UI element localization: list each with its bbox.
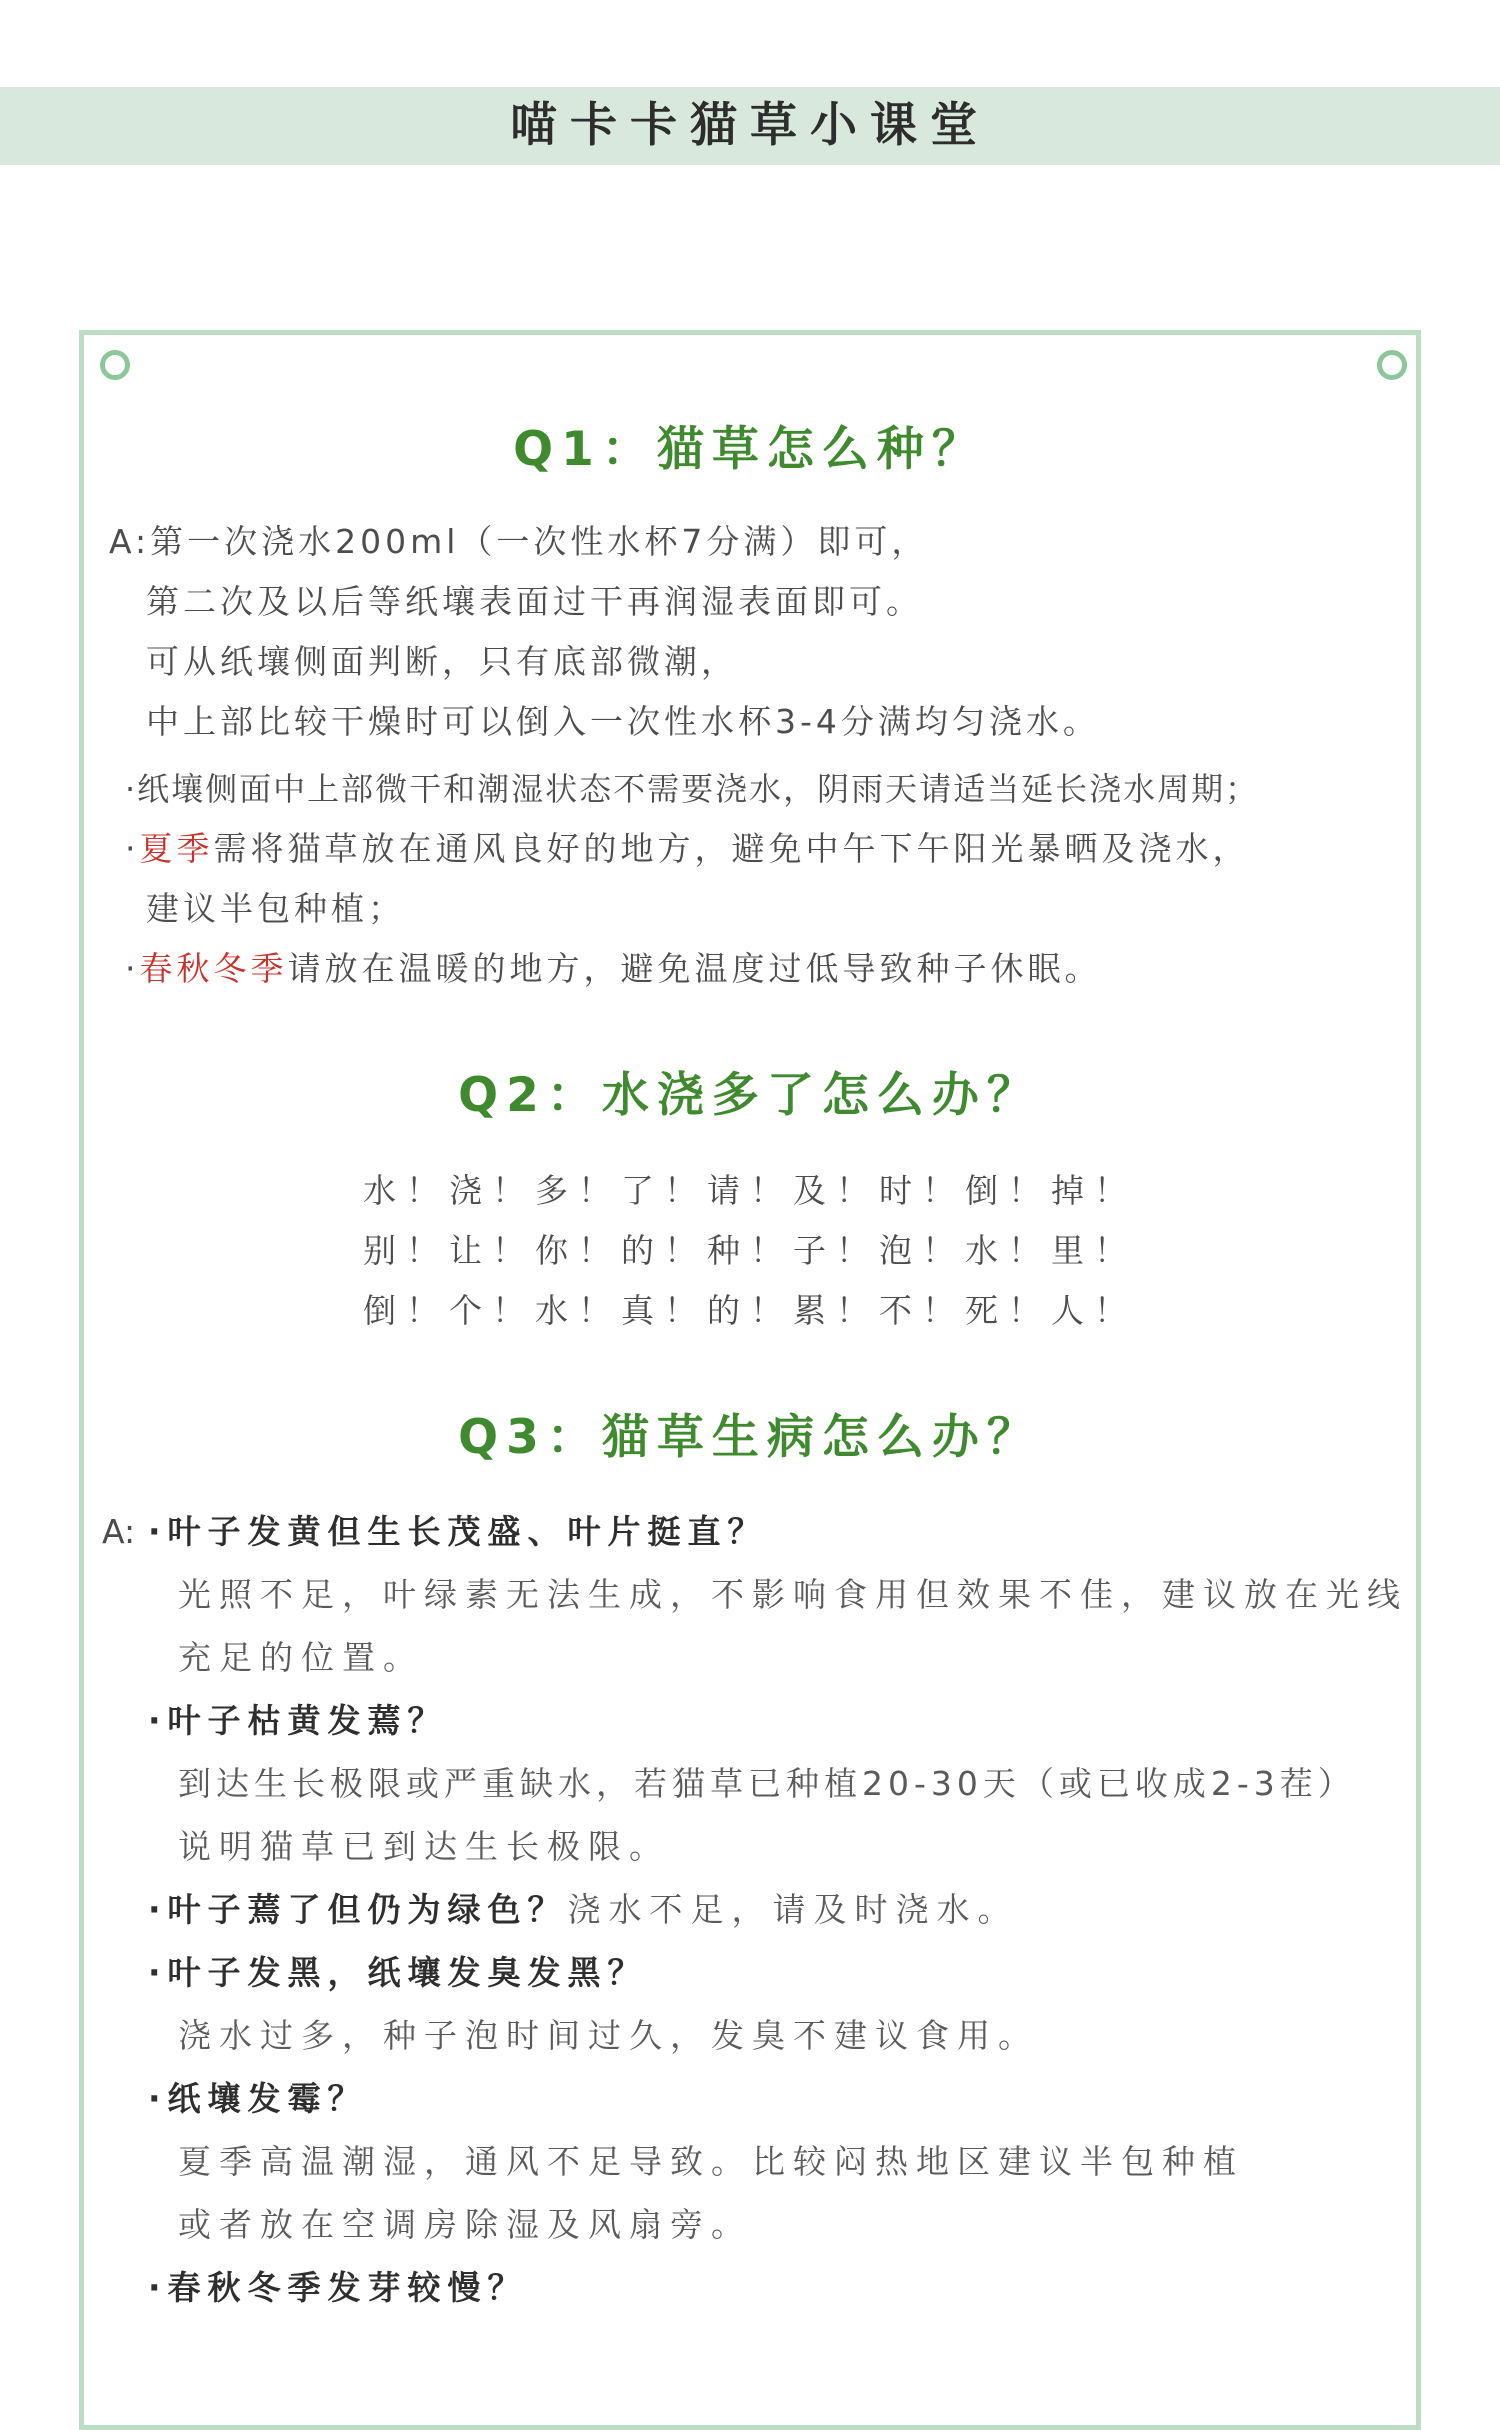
q1-bullet-2-dot: · bbox=[125, 829, 140, 868]
q3-title: Q3：猫草生病怎么办？ bbox=[458, 1410, 1042, 1465]
q2-line-3: 倒！个！水！真！的！累！不！死！人！ bbox=[363, 1291, 1137, 1330]
page-title: 喵卡卡猫草小课堂 bbox=[510, 98, 990, 153]
q3-text-4: 浇水过多，种子泡时间过久，发臭不建议食用。 bbox=[178, 2016, 1039, 2055]
q1-bullet-3-text: 请放在温暖的地方，避免温度过低导致种子休眠。 bbox=[287, 949, 1102, 988]
q1-bullet-3-season: 春秋冬季 bbox=[139, 949, 288, 988]
q3-text-2b: 说明猫草已到达生长极限。 bbox=[178, 1827, 670, 1866]
q3-text-2a: 到达生长极限或严重缺水，若猫草已种植20-30天（或已收成2-3茬） bbox=[178, 1764, 1356, 1803]
q1-bullet-2-text: 需将猫草放在通风良好的地方，避免中午下午阳光暴晒及浇水， bbox=[213, 829, 1250, 868]
q3-text-1a: 光照不足，叶绿素无法生成，不影响食用但效果不佳，建议放在光线 bbox=[178, 1575, 1408, 1614]
q3-heading-5: ·纸壤发霉？ bbox=[148, 2079, 368, 2118]
q1-line-1: A:第一次浇水200ml（一次性水杯7分满）即可， bbox=[109, 522, 929, 561]
q1-bullet-2 bbox=[125, 827, 1250, 871]
q3-heading-4: ·叶子发黑，纸壤发臭发黑？ bbox=[148, 1953, 648, 1992]
q1-bullet-2-cont: 建议半包种植； bbox=[146, 889, 405, 928]
q3-text-1b: 充足的位置。 bbox=[178, 1638, 424, 1677]
q3-answer-prefix: A: bbox=[102, 1512, 136, 1551]
q1-title: Q1：猫草怎么种？ bbox=[513, 422, 987, 477]
q3-heading-3: ·叶子蔫了但仍为绿色？ bbox=[148, 1890, 568, 1929]
q2-title: Q2：水浇多了怎么办？ bbox=[458, 1068, 1042, 1123]
q3-heading-6: ·春秋冬季发芽较慢？ bbox=[148, 2268, 528, 2307]
q1-line-3: 可从纸壤侧面判断，只有底部微潮， bbox=[146, 642, 738, 681]
q3-text-3: 浇水不足，请及时浇水。 bbox=[567, 1890, 1019, 1929]
q3-text-5a: 夏季高温潮湿，通风不足导致。比较闷热地区建议半包种植 bbox=[178, 2142, 1244, 2181]
q1-line-2: 第二次及以后等纸壤表面过干再润湿表面即可。 bbox=[146, 582, 923, 621]
q1-bullet-1: ·纸壤侧面中上部微干和潮湿状态不需要浇水，阴雨天请适当延长浇水周期； bbox=[125, 770, 1260, 808]
ring-decoration-right-icon bbox=[1377, 350, 1407, 380]
q3-item-3 bbox=[148, 1888, 1019, 1932]
q2-line-2: 别！让！你！的！种！子！泡！水！里！ bbox=[363, 1231, 1137, 1270]
ring-decoration-left-icon bbox=[100, 350, 130, 380]
q1-line-4: 中上部比较干燥时可以倒入一次性水杯3-4分满均匀浇水。 bbox=[146, 702, 1100, 741]
q1-bullet-3 bbox=[125, 947, 1102, 991]
q3-heading-2: ·叶子枯黄发蔫？ bbox=[148, 1701, 448, 1740]
q3-text-5b: 或者放在空调房除湿及风扇旁。 bbox=[178, 2205, 752, 2244]
q2-line-1: 水！浇！多！了！请！及！时！倒！掉！ bbox=[363, 1171, 1137, 1210]
q1-bullet-2-season: 夏季 bbox=[139, 829, 214, 868]
q3-heading-1: ·叶子发黄但生长茂盛、叶片挺直？ bbox=[148, 1512, 768, 1551]
q1-bullet-3-dot: · bbox=[125, 949, 140, 988]
